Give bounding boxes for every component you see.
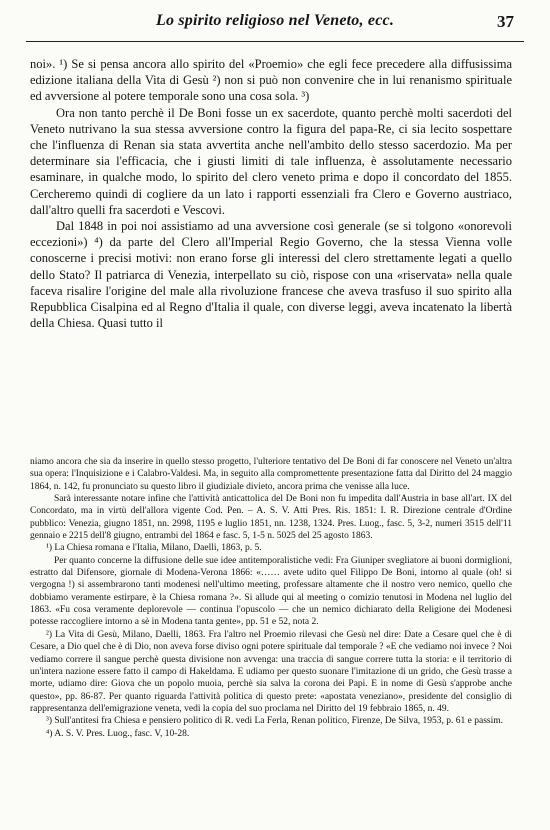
footnote-4: ⁴) A. S. V. Pres. Luog., fasc. V, 10-28. <box>46 728 190 739</box>
running-title: Lo spirito religioso nel Veneto, ecc. <box>155 12 395 29</box>
footnote-3: ³) Sull'antitesi fra Chiesa e pensiero politico di R. vedi La Ferla, Renan politico, Firenze, De Silva, 1953, p. 61 e passim. <box>46 716 504 727</box>
main-text <box>30 56 512 331</box>
paragraph-3: Dal 1848 in poi noi assistiamo ad una avversione così generale (se si tolgono «onorevoli eccezioni») ⁴) da parte del Clero all'Imperial Regio Governo, che la stessa Vienna volle conoscerne i precisi motivi: non erano forse gli interessi del clero strettamente legati a quello dello Stato? Il patriarca di Venezia, interpellato su ciò, rispose con una «riservata» nella quale faceva risalire l'origine del male alla rivoluzione francese che aveva trasfuso il suo spirito alla Repubblica Cisalpina ed al Regno d'Italia il quale, con diverse leggi, aveva incatenato la libertà della Chiesa. Quasi tutto il <box>30 219 512 331</box>
footnote-1: ¹) La Chiesa romana e l'Italia, Milano, Daelli, 1863, p. 5. <box>46 543 262 554</box>
page-header <box>0 12 550 36</box>
footnote-continuation-2: Sarà interessante notare infine che l'attività anticattolica del De Boni non fu impedita dall'Austria in base all'art. IX del Concordato, ma in virtù dell'allora vigente Cod. Pen. – A. S. V. Atti Pres. Ris. 1851: I. R. Direzione centrale d'Ordine pubblico: Venezia, giugno 1851, nn. 2998, 1195 e luglio 1851, nn. 1238, 1324. Pres. Luog., fasc. 5, 3-2, numeri 3515 dell'11 gennaio e 2215 dell'8 giugno, entrambi del 1864 e fasc. 5, 1-5 n. 5025 del 25 agosto 1863. <box>30 494 512 542</box>
footnote-continuation: niamo ancora che sia da inserire in quello stesso progetto, l'ulteriore tentativo del De Boni di far conoscere nel Veneto un'altra sua opera: l'Inquisizione e i Calabro-Valdesi. Ma, in seguito alla compromettente presentazione fatta dal Diritto del 24 maggio 1864, n. 142, fu pronunciato su questo libro il giudiziale divieto, ancora prima che venisse alla luce. <box>30 457 512 492</box>
page-number: 37 <box>497 12 514 31</box>
footnote-1-note: Per quanto concerne la diffusione delle sue idee antitemporalistiche vedi: Fra Giuniper svegliatore ai buoni dormiglioni, estratto dal Difensore, giornale di Modena-Verona 1866: «…… avete udito quel Filippo De Boni, intorno al quale (oh! si vergogna !) si assembrarono tanti modenesi nell'ultimo meeting, professare altamente che il nostro vero nemico, quello che dobbiamo veramente estirpare, è la Chiesa romana ?». Si allude qui al meeting o comizio tenutosi in Modena nel luglio del 1863. «Fu cosa veramente deplorevole — continua l'opuscolo — che un nemico dichiarato della Religione dei Modenesi potesse raccogliere intorno a sè in Modena tanta gente», pp. 51 e 52, nota 2. <box>30 555 512 628</box>
footnotes <box>30 456 512 740</box>
paragraph-2: Ora non tanto perchè il De Boni fosse un ex sacerdote, quanto perchè molti sacerdoti del Veneto nutrivano la sua stessa avversione contro la figura del papa-Re, ci sia lecito sospettare che l'influenza di Renan sia stata avvertita anche nell'ambito dello stesso sacerdozio. Ma per determinare sia l'efficacia, che i giusti limiti di tale influenza, è assolutamente necessario esaminare, in qualche modo, lo spirito del clero veneto prima e dopo il concordato del 1855. Cercheremo quindi di cogliere da un lato i rapporti essenziali fra Clero e Governo austriaco, dall'altro quelli fra sacerdoti e Vescovi. <box>30 105 512 217</box>
header-rule <box>26 41 524 42</box>
footnote-2: ²) La Vita di Gesù, Milano, Daelli, 1863. Fra l'altro nel Proemio rilevasi che Gesù nel dire: Date a Cesare quel che è di Cesare, a Dio quel che è di Dio, non aveva forse diviso ogni potere spirituale dal temporale ? «E che vediamo noi invece ? Noi vediamo correre il sangue perchè questa divisione non avvenga: una traccia di sangue correre tutta la storia: e il territorio di un'intera nazione essere fatto il campo di Hakeldama. E udiamo per questo suonare l'imitazione di un grido, che Gesù trasse a morte, udiamo dire: Giova che un popolo muoia, perchè sia salva la corona dei Papi. E in nome di Gesù s'approbe anche questo», pp. 86-87. Per quanto riguarda l'attività politica di questo prete: «apostata veneziano», presidente del consiglio di rappresentanza dell'emigrazione veneta, vedi la copia del suo proclama nel Diritto del 19 febbraio 1865, n. 49. <box>30 629 512 714</box>
paragraph-1: noi». ¹) Se si pensa ancora allo spirito del «Proemio» che egli fece precedere alla diffusissima edizione italiana della Vita di Gesù ²) non si può non convenire che in lui renanismo spirituale ed avversione al potere temporale sono una cosa sola. ³) <box>30 57 512 104</box>
